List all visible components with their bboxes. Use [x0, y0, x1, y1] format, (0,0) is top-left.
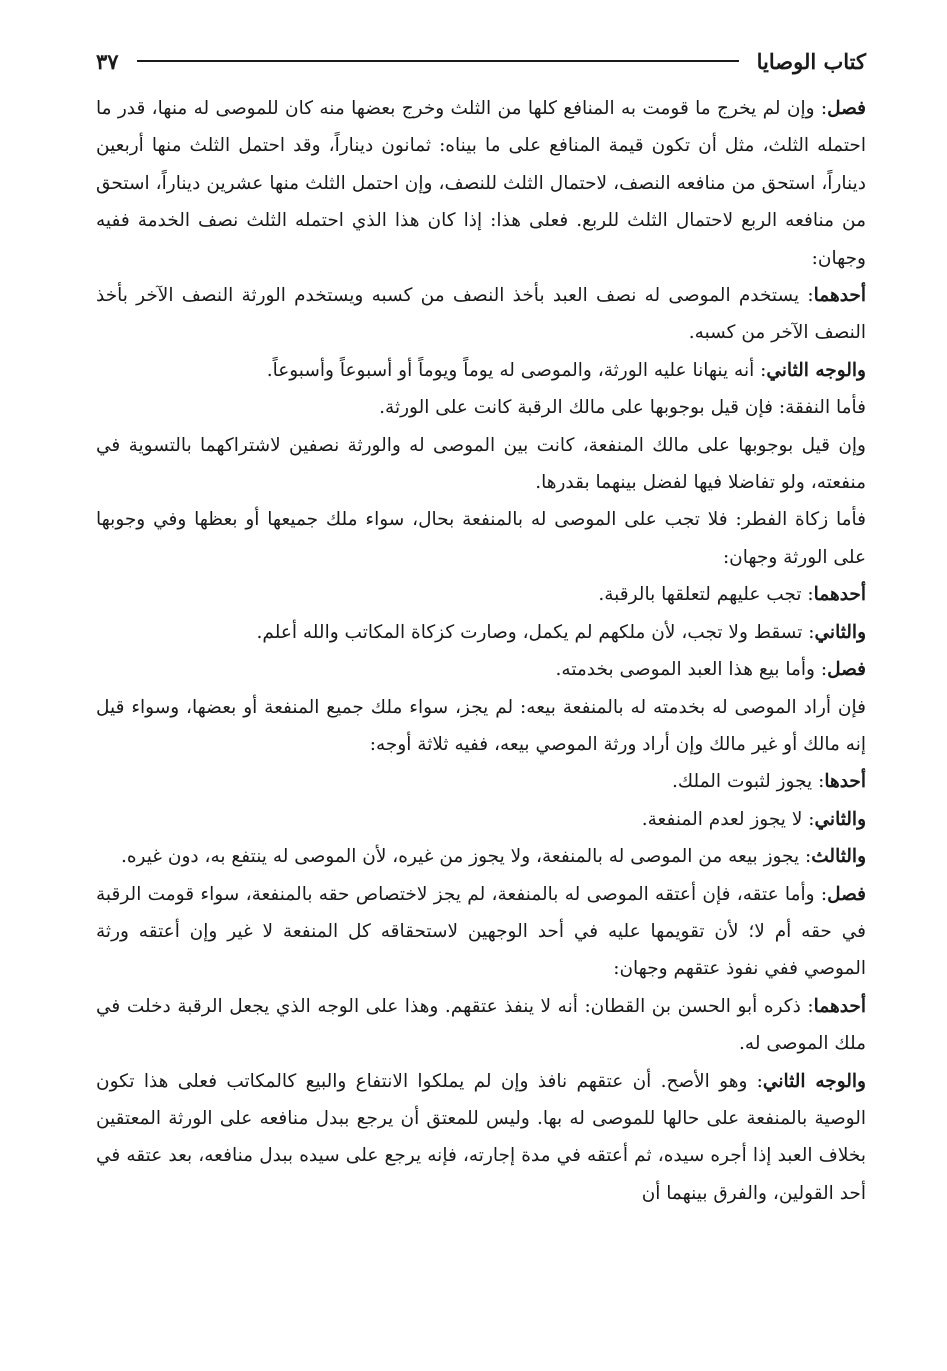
paragraph-text: : وأما بيع هذا العبد الموصى بخدمته.	[555, 659, 828, 681]
paragraph-text: : يستخدم الموصى له نصف العبد بأخذ النصف من كسبه ويستخدم الورثة النصف الآخر بأخذ النصف الآخر من كسبه.	[96, 285, 866, 344]
header-rule	[137, 60, 739, 62]
paragraph-keyword: والثالث	[811, 846, 866, 868]
paragraph-keyword: والثاني	[814, 808, 866, 830]
paragraph	[96, 876, 866, 988]
paragraph	[96, 427, 866, 502]
paragraph	[96, 614, 866, 651]
paragraph-text: : لا يجوز لعدم المنفعة.	[641, 808, 815, 830]
paragraph	[96, 651, 866, 688]
paragraph-text: : يجوز لثبوت الملك.	[672, 771, 825, 793]
paragraph-text: : أنه ينهانا عليه الورثة، والموصى له يوماً ويوماً أو أسبوعاً وأسبوعاً.	[266, 359, 767, 381]
paragraph	[96, 763, 866, 800]
paragraph-keyword: أحدهما	[813, 584, 866, 606]
paragraph	[96, 576, 866, 613]
page-number: ٣٧	[96, 48, 119, 74]
paragraph-text: : يجوز بيعه من الموصى له بالمنفعة، ولا يجوز من غيره، لأن الموصى له ينتفع به، دون غيره.	[120, 846, 812, 868]
paragraph-text: : وإن لم يخرج ما قومت به المنافع كلها من الثلث وخرج بعضها منه كان للموصى له منها، قدر ما احتمله الثلث، مثل أن تكون قيمة المنافع على ما بيناه: ثمانون ديناراً، وقد احتمل الثلث منها أربعين ديناراً، استحق من منافعه النصف، لاحتمال الثلث للنصف، وإن احتمل الثلث منها عشرين ديناراً، استحق من منافعه الربع لاحتمال الثلث للربع. فعلى هذا: إذا كان هذا الذي احتمله الثلث نصف الخدمة ففيه وجهان:	[96, 98, 866, 269]
paragraph	[96, 277, 866, 352]
paragraph-text: : تسقط ولا تجب، لأن ملكهم لم يكمل، وصارت كزكاة المكاتب والله أعلم.	[256, 621, 815, 643]
paragraph-text: فأما النفقة: فإن قيل بوجوبها على مالك الرقبة كانت على الورثة.	[379, 397, 866, 419]
book-page	[96, 40, 866, 1212]
paragraph	[96, 389, 866, 426]
book-title: كتاب الوصايا	[756, 48, 866, 74]
paragraph-keyword: فصل	[827, 883, 866, 905]
paragraph	[96, 1063, 866, 1213]
paragraph	[96, 988, 866, 1063]
paragraph-keyword: فصل	[827, 98, 866, 119]
paragraph	[96, 838, 866, 875]
paragraph-text: : وهو الأصح. أن عتقهم نافذ وإن لم يملكوا الانتفاع والبيع كالمكاتب فعلى هذا تكون الوصية بالمنفعة على حالها للموصى له بها. وليس للمعتق أن يرجع ببدل منافعه على الورثة المعتقين بخلاف العبد إذا أجره سيده، ثم أعتقه في مدة إجارته، فإنه يرجع على سيده ببدل منافعه، بعد عتقه في أحد القولين، والفرق بينهما أن	[96, 1070, 866, 1204]
paragraph	[96, 352, 866, 389]
paragraph-keyword: أحدهما	[813, 995, 866, 1017]
paragraph-keyword: أحدهما	[813, 285, 866, 307]
paragraph-keyword: والوجه الثاني	[762, 1070, 866, 1092]
paragraph-keyword: فصل	[827, 659, 866, 681]
paragraph	[96, 90, 866, 277]
paragraph-text: : وأما عتقه، فإن أعتقه الموصى له بالمنفعة، لم يجز لاختصاص حقه بالمنفعة، سواء قومت الرقبة في حقه أم لا؛ لأن تقويمها عليه في أحد الوجهين لاستحقاقه كل المنفعة لا غير وإن أعتقه ورثة الموصي ففي نفوذ عتقهم وجهان:	[96, 883, 866, 980]
paragraph-text: فإن أراد الموصى له بخدمته له بالمنفعة بيعه: لم يجز، سواء ملك جميع المنفعة أو بعضها، وسواء قيل إنه مالك أو غير مالك وإن أراد ورثة الموصي بيعه، ففيه ثلاثة أوجه:	[96, 696, 866, 755]
paragraph-text: فأما زكاة الفطر: فلا تجب على الموصى له بالمنفعة بحال، سواء ملك جميعها أو بعظها وفي وجوبها على الورثة وجهان:	[96, 509, 866, 568]
paragraph-keyword: والوجه الثاني	[766, 359, 866, 381]
paragraph-text: : ذكره أبو الحسن بن القطان: أنه لا ينفذ عتقهم. وهذا على الوجه الذي يجعل الرقبة دخلت في ملك الموصى له.	[96, 995, 866, 1055]
page-header	[96, 40, 866, 82]
paragraph	[96, 689, 866, 764]
page-body	[96, 90, 866, 1212]
paragraph-text: : تجب عليهم لتعلقها بالرقبة.	[598, 584, 814, 606]
paragraph-keyword: أحدها	[824, 771, 866, 793]
paragraph-keyword: والثاني	[814, 621, 866, 643]
paragraph	[96, 501, 866, 576]
paragraph-text: وإن قيل بوجوبها على مالك المنفعة، كانت بين الموصى له والورثة نصفين لاشتراكهما بالتسوية في منفعته، ولو تفاضلا فيها لفضل بينهما بقدرها.	[96, 434, 866, 494]
paragraph	[96, 801, 866, 838]
